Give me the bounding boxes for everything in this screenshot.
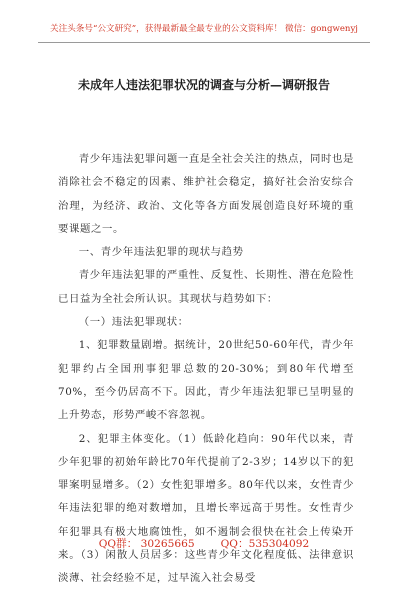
header-divider bbox=[38, 42, 370, 43]
paragraph-intro: 青少年违法犯罪问题一直是全社会关注的热点，同时也是消除社会不稳定的因素、维护社会稳定，搞好社会治安综合治理，为经济、政治、文化等各方面发展创造良好环境的重要课题之一。 bbox=[58, 153, 354, 235]
document-body bbox=[58, 148, 354, 591]
document-title: 未成年人违法犯罪状况的调查与分析—调研报告 bbox=[77, 78, 330, 92]
paragraph-point-1: 1、犯罪数量剧增。据统计，20世纪50-60年代，青少年犯罪约占全国刑事犯罪总数的20-30%；到80年代增至70%，至今仍居高不下。因此，青少年违法犯罪已呈明显的上升势态，形势严峻不容忽视。 bbox=[58, 339, 354, 422]
subsection-heading-current: （一）违法犯罪现状： bbox=[78, 316, 189, 329]
page-footer-contact bbox=[0, 536, 408, 551]
paragraph-overview: 青少年违法犯罪的严重性、反复性、长期性、潜在危险性已日益为全社会所认识。其现状与趋势如下： bbox=[58, 269, 354, 305]
page-header-note: 关注头条号“公文研究”，获得最新最全最专业的公文资料库！ 微信：gongwenyj bbox=[50, 24, 358, 34]
section-heading-status: 一、青少年违法犯罪的现状与趋势 bbox=[78, 246, 244, 259]
footer-qq-group: QQ群： 30265665 bbox=[98, 538, 195, 550]
footer-qq: QQ：535304092 bbox=[220, 538, 310, 550]
paragraph-point-2: 2、犯罪主体变化。（1）低龄化趋向：90年代以来，青少年犯罪的初始年龄比70年代提前了2-3岁；14岁以下的犯罪案明显增多。（2）女性犯罪增多。80年代以来，女性青少年违法犯罪的绝对数增加，且增长率远高于男性。女性青少年犯罪具有极大地腐蚀性，如不遏制会很快在社会上传染开来。（3）闲散人员居多：这些青少年文化程度低、法律意识淡薄、社会经验不足，过早流入社会易受 bbox=[58, 432, 354, 585]
